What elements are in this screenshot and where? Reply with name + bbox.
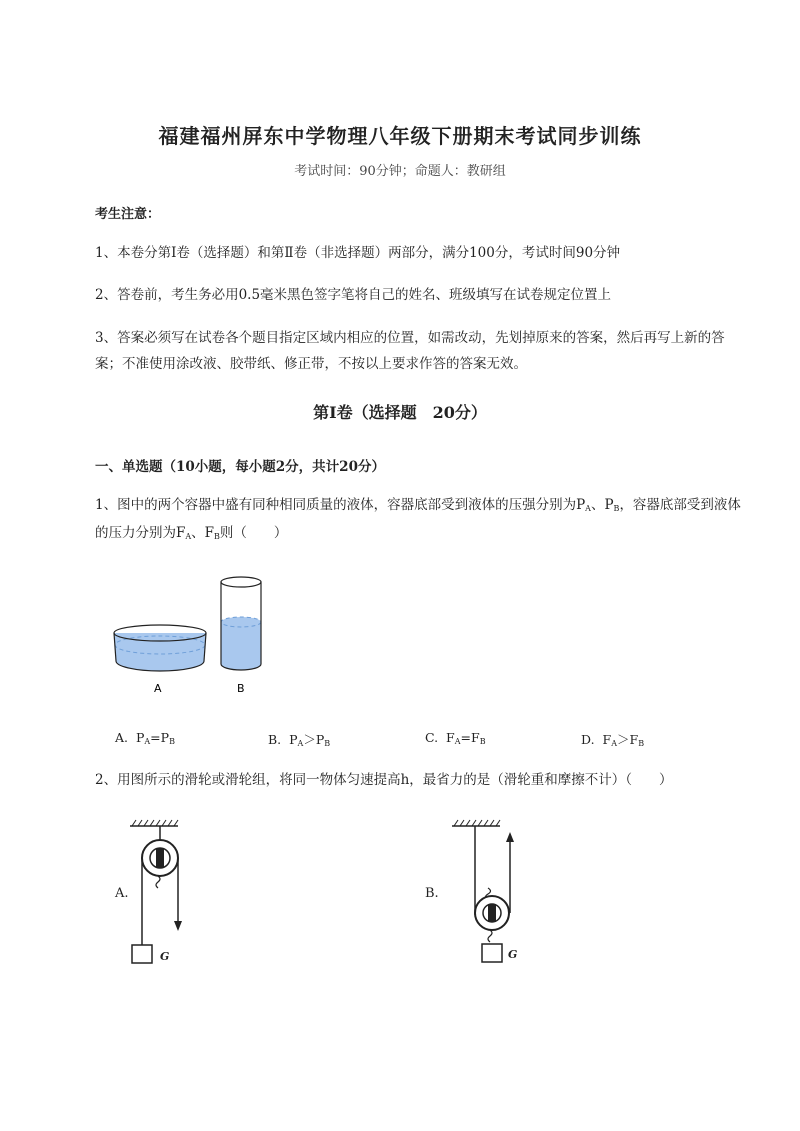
figure-label-a: A [154, 682, 162, 695]
note-item: 2、答卷前，考生务必用0.5毫米黑色签字笔将自己的姓名、班级填写在试卷规定位置上 [95, 287, 612, 303]
movable-pulley-figure [450, 818, 530, 968]
figure-label-b: B [237, 682, 245, 695]
page-title: 福建福州屏东中学物理八年级下册期末考试同步训练 [158, 124, 642, 148]
load-label-g-b: G [508, 948, 518, 961]
part-heading: 一、单选题（10小题，每小题2分，共计20分） [95, 459, 385, 475]
exam-info: 考试时间：90分钟；命题人：教研组 [294, 164, 506, 179]
note-item: 1、本卷分第Ⅰ卷（选择题）和第Ⅱ卷（非选择题）两部分，满分100分，考试时间90分钟 [95, 245, 621, 261]
q1-option-a[interactable]: A. $P_A=P_B$ [115, 730, 175, 746]
fixed-pulley-figure [130, 818, 200, 968]
question-2-text: 2、用图所示的滑轮或滑轮组，将同一物体匀速提高h，最省力的是（滑轮重和摩擦不计）（ ） [95, 772, 673, 788]
load-label-g: G [160, 950, 170, 963]
container-a-figure [114, 625, 206, 671]
q1-option-d[interactable]: D. $F_A>F_B$ [581, 732, 645, 748]
question-1-text: 1、图中的两个容器中盛有同种相同质量的液体，容器底部受到液体的压强分别为$P_A$、$P_B$，容器底部受到液体的压力分别为$F_A$、$F_B$则（ ） [95, 497, 741, 541]
container-b-figure [221, 577, 261, 670]
q1-option-b[interactable]: B. $P_A>P_B$ [268, 732, 331, 748]
section-title: 第Ⅰ卷（选择题 20分） [313, 403, 487, 422]
question-1-figure [100, 570, 280, 700]
q2-option-a[interactable]: A. [115, 886, 129, 901]
q2-option-b[interactable]: B. [425, 886, 439, 901]
q1-option-c[interactable]: C. $F_A=F_B$ [425, 730, 486, 746]
notes-heading: 考生注意： [95, 207, 161, 222]
note-item: 3、答案必须写在试卷各个题目指定区域内相应的位置，如需改动，先划掉原来的答案，然后再写上新的答案；不准使用涂改液、胶带纸、修正带，不按以上要求作答的答案无效。 [95, 330, 725, 372]
